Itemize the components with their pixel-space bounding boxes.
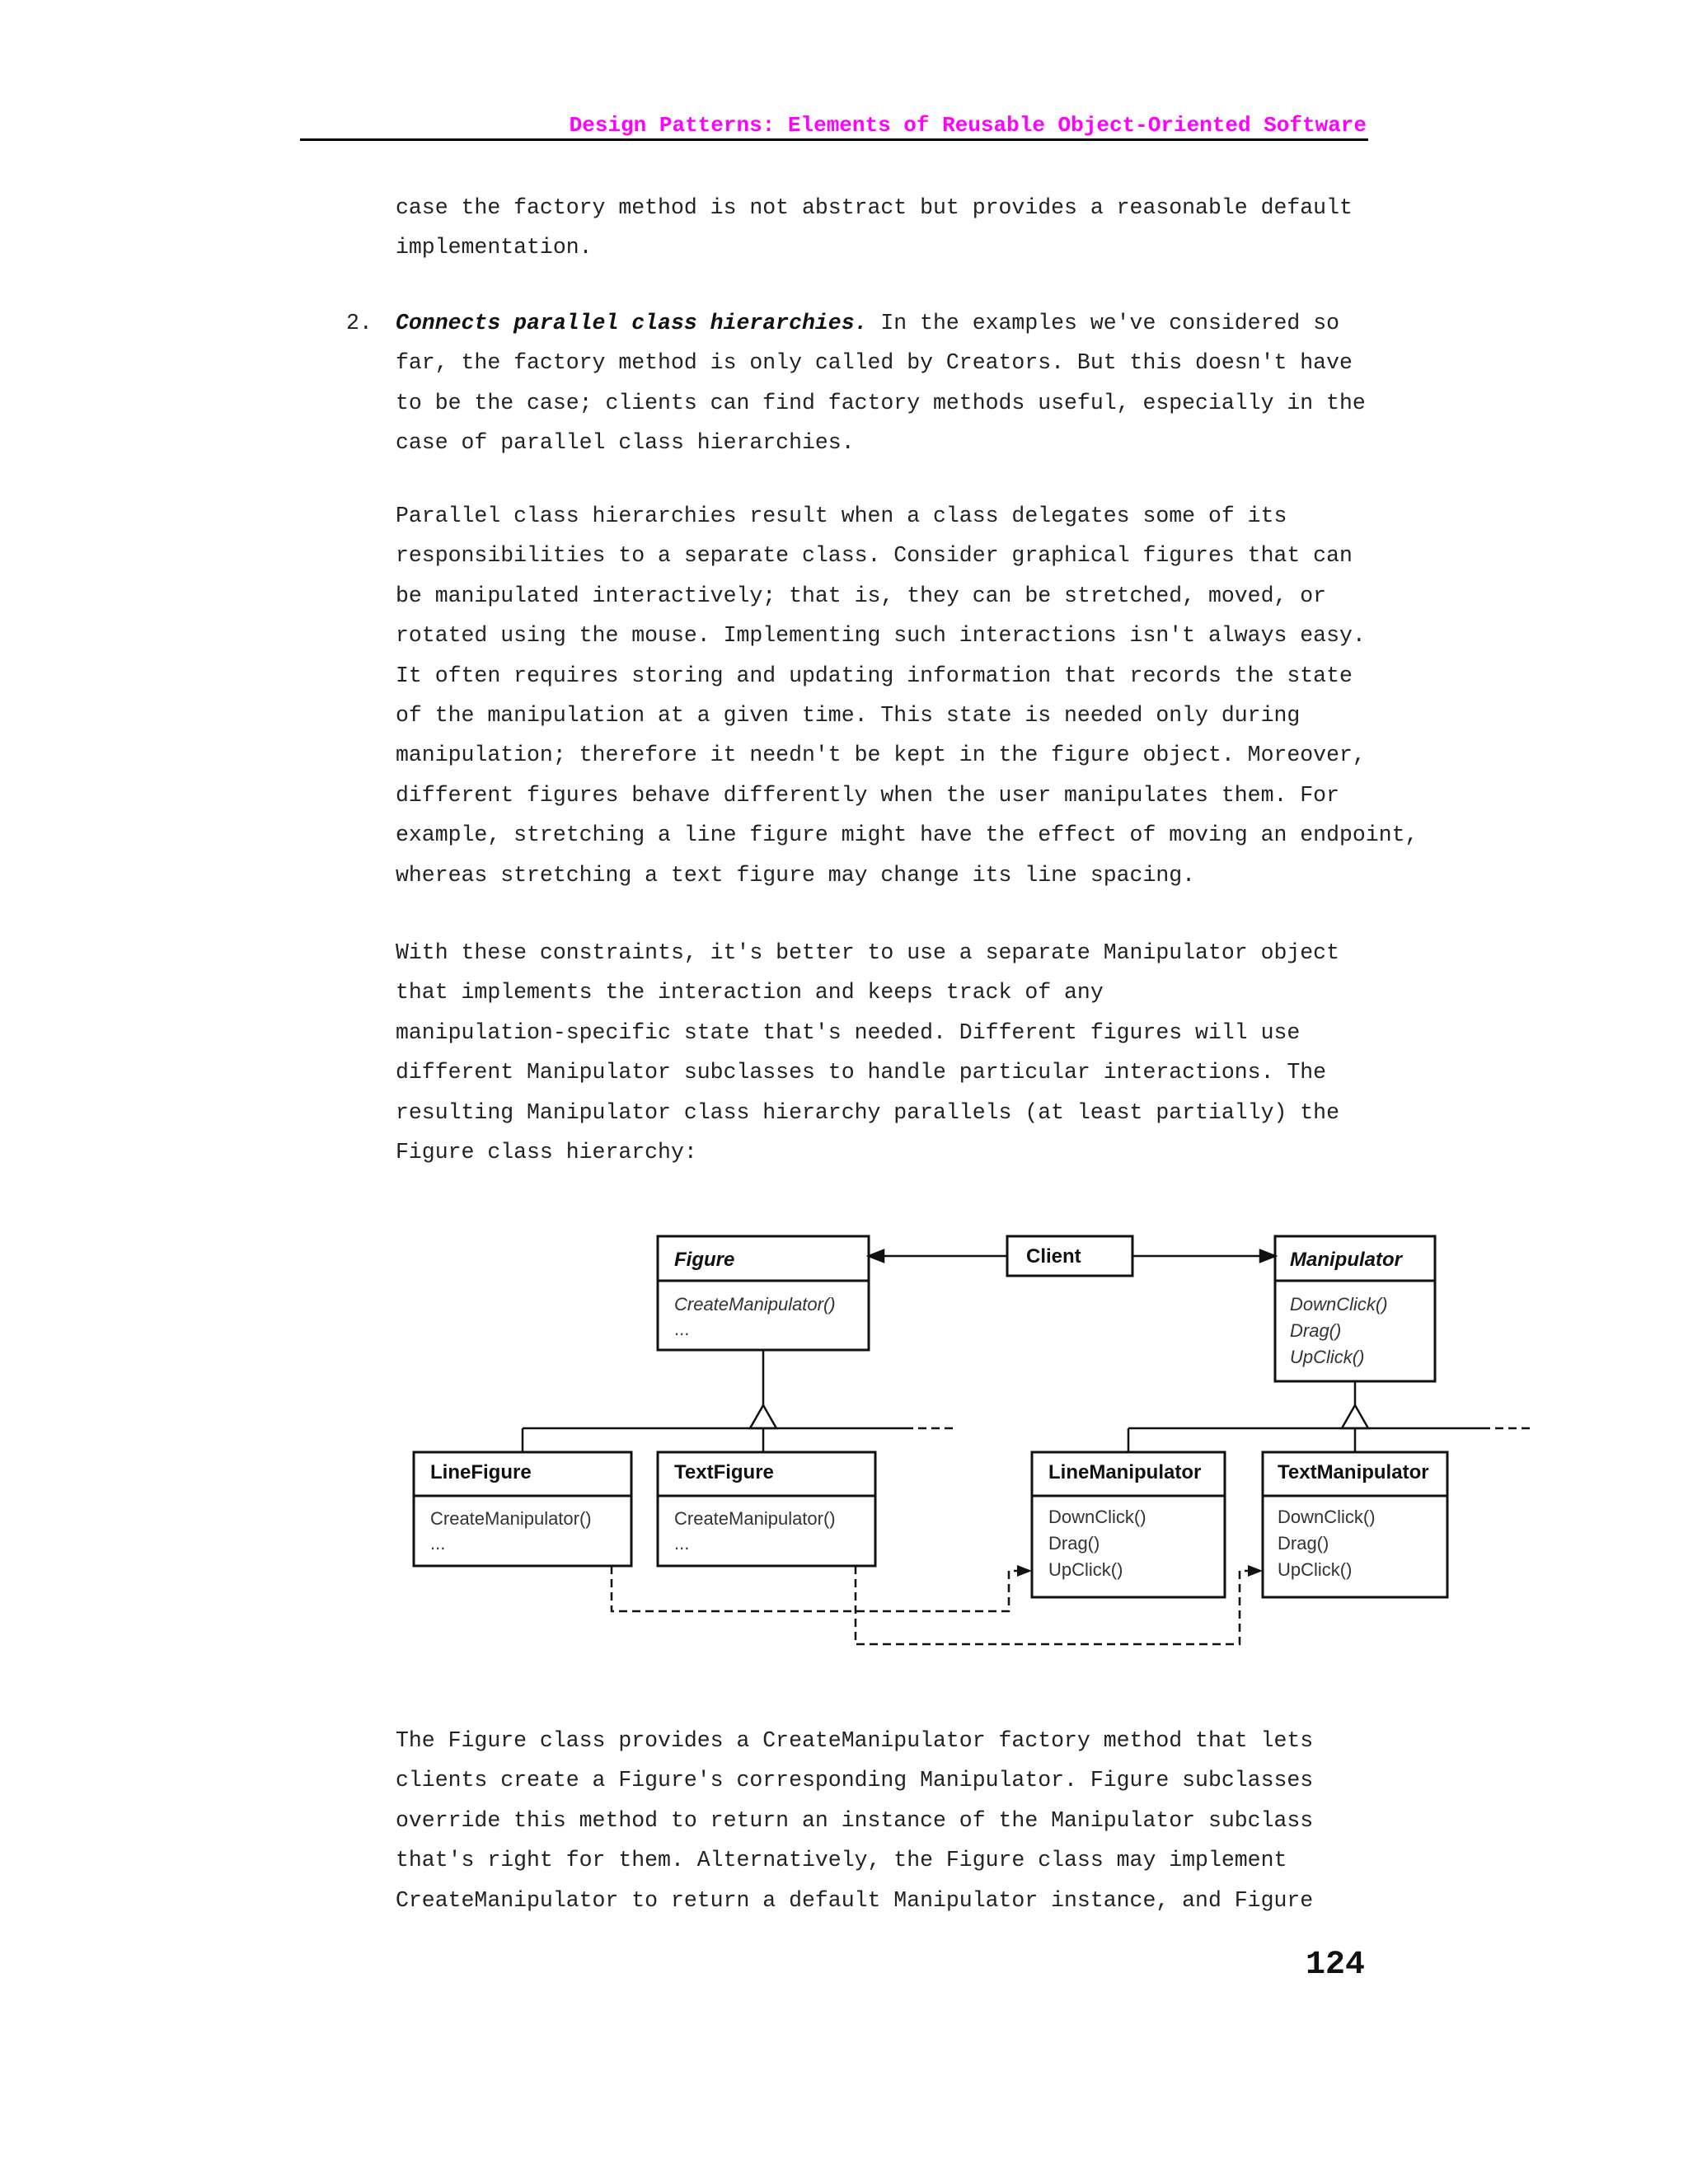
text-line: of the manipulation at a given time. This state is needed only during	[396, 703, 1301, 729]
inheritance-triangle	[1342, 1405, 1368, 1428]
manipulator-inheritance	[1128, 1381, 1533, 1452]
list-item-number: 2.	[346, 311, 373, 335]
manipulator-operation: DownClick()	[1290, 1294, 1388, 1315]
text-line: different figures behave differently when the user manipulates them. For	[396, 782, 1339, 808]
text-line: that's right for them. Alternatively, the Figure class may implement	[396, 1848, 1287, 1873]
text-line: It often requires storing and updating information that records the state	[396, 663, 1353, 688]
text-line: whereas stretching a text figure may change its line spacing.	[396, 862, 1196, 888]
textfigure-class-name: TextFigure	[674, 1461, 774, 1483]
arrowhead	[1248, 1565, 1263, 1577]
figure-class-name: Figure	[674, 1249, 735, 1271]
text-line: different Manipulator subclasses to handle particular interactions. The	[396, 1060, 1327, 1085]
text-line: far, the factory method is only called by Creators. But this doesn't have	[396, 350, 1353, 376]
text-line: case of parallel class hierarchies.	[396, 430, 855, 456]
arrowhead	[869, 1250, 884, 1262]
text-line: case the factory method is not abstract but provides a reasonable default	[396, 195, 1353, 220]
linefigure-operation-ellipsis: ...	[430, 1533, 446, 1554]
manipulator-class-name: Manipulator	[1290, 1249, 1402, 1271]
text-line: The Figure class provides a CreateManipulator factory method that lets	[396, 1728, 1314, 1753]
arrowhead	[1017, 1565, 1032, 1577]
textmanipulator-operation: Drag()	[1278, 1533, 1329, 1554]
textfigure-operation-ellipsis: ...	[674, 1533, 690, 1554]
manipulator-operation: UpClick()	[1290, 1347, 1365, 1367]
text-line: be manipulated interactively; that is, they can be stretched, moved, or	[396, 583, 1327, 608]
text-line: responsibilities to a separate class. Consider graphical figures that can	[396, 543, 1353, 569]
body-paragraph	[396, 496, 1418, 895]
header-rule	[300, 138, 1368, 141]
class-diagram	[396, 1220, 1550, 1681]
text-line: CreateManipulator to return a default Manipulator instance, and Figure	[396, 1887, 1314, 1913]
textmanipulator-operation: DownClick()	[1278, 1507, 1376, 1527]
body-paragraph	[396, 933, 1385, 1172]
text-line	[396, 303, 1385, 343]
text-line: that implements the interaction and keeps track of any	[396, 980, 1104, 1005]
linemanipulator-operation: UpClick()	[1048, 1559, 1123, 1580]
manipulator-operation: Drag()	[1290, 1320, 1342, 1341]
linemanipulator-class-name: LineManipulator	[1048, 1461, 1202, 1483]
textfigure-operation: CreateManipulator()	[674, 1508, 836, 1529]
text-line: With these constraints, it's better to use a separate Manipulator object	[396, 940, 1339, 965]
text-line: rotated using the mouse. Implementing such interactions isn't always easy.	[396, 623, 1366, 649]
linefigure-operation: CreateManipulator()	[430, 1508, 592, 1529]
text-line: Parallel class hierarchies result when a class delegates some of its	[396, 504, 1287, 528]
linefigure-class-name: LineFigure	[430, 1461, 532, 1483]
text-line: manipulation-specific state that's needed. Different figures will use	[396, 1019, 1301, 1045]
textmanipulator-class-name: TextManipulator	[1278, 1461, 1429, 1483]
linemanipulator-operation: Drag()	[1048, 1533, 1100, 1554]
arrowhead	[1260, 1250, 1275, 1262]
text-line: resulting Manipulator class hierarchy parallels (at least partially) the	[396, 1099, 1339, 1125]
running-header: Design Patterns: Elements of Reusable Object-Oriented Software	[569, 113, 1367, 138]
list-item-paragraph	[396, 303, 1385, 463]
creation-dependencies	[612, 1566, 1251, 1644]
linemanipulator-operation: DownClick()	[1048, 1507, 1146, 1527]
figure-operation: CreateManipulator()	[674, 1294, 836, 1315]
list-item-title: Connects parallel class hierarchies.	[396, 311, 868, 335]
text-line: clients create a Figure's corresponding Manipulator. Figure subclasses	[396, 1768, 1314, 1793]
text-line: manipulation; therefore it needn't be kept in the figure object. Moreover,	[396, 743, 1366, 768]
figure-operation-ellipsis: ...	[674, 1319, 690, 1339]
body-paragraph	[396, 1721, 1385, 1920]
figure-inheritance	[523, 1350, 954, 1452]
text-line: implementation.	[396, 235, 593, 260]
intro-paragraph	[396, 188, 1385, 268]
textmanipulator-operation: UpClick()	[1278, 1559, 1353, 1580]
text-line: to be the case; clients can find factory methods useful, especially in the	[396, 390, 1366, 415]
text-line: override this method to return an instance of the Manipulator subclass	[396, 1807, 1314, 1833]
text-line: Figure class hierarchy:	[396, 1140, 697, 1165]
text-line: example, stretching a line figure might have the effect of moving an endpoint,	[396, 823, 1418, 848]
text-fragment: In the examples we've considered so	[867, 311, 1339, 335]
inheritance-triangle	[750, 1405, 776, 1428]
client-class-name: Client	[1026, 1245, 1081, 1268]
page-number: 124	[1305, 1947, 1365, 1984]
